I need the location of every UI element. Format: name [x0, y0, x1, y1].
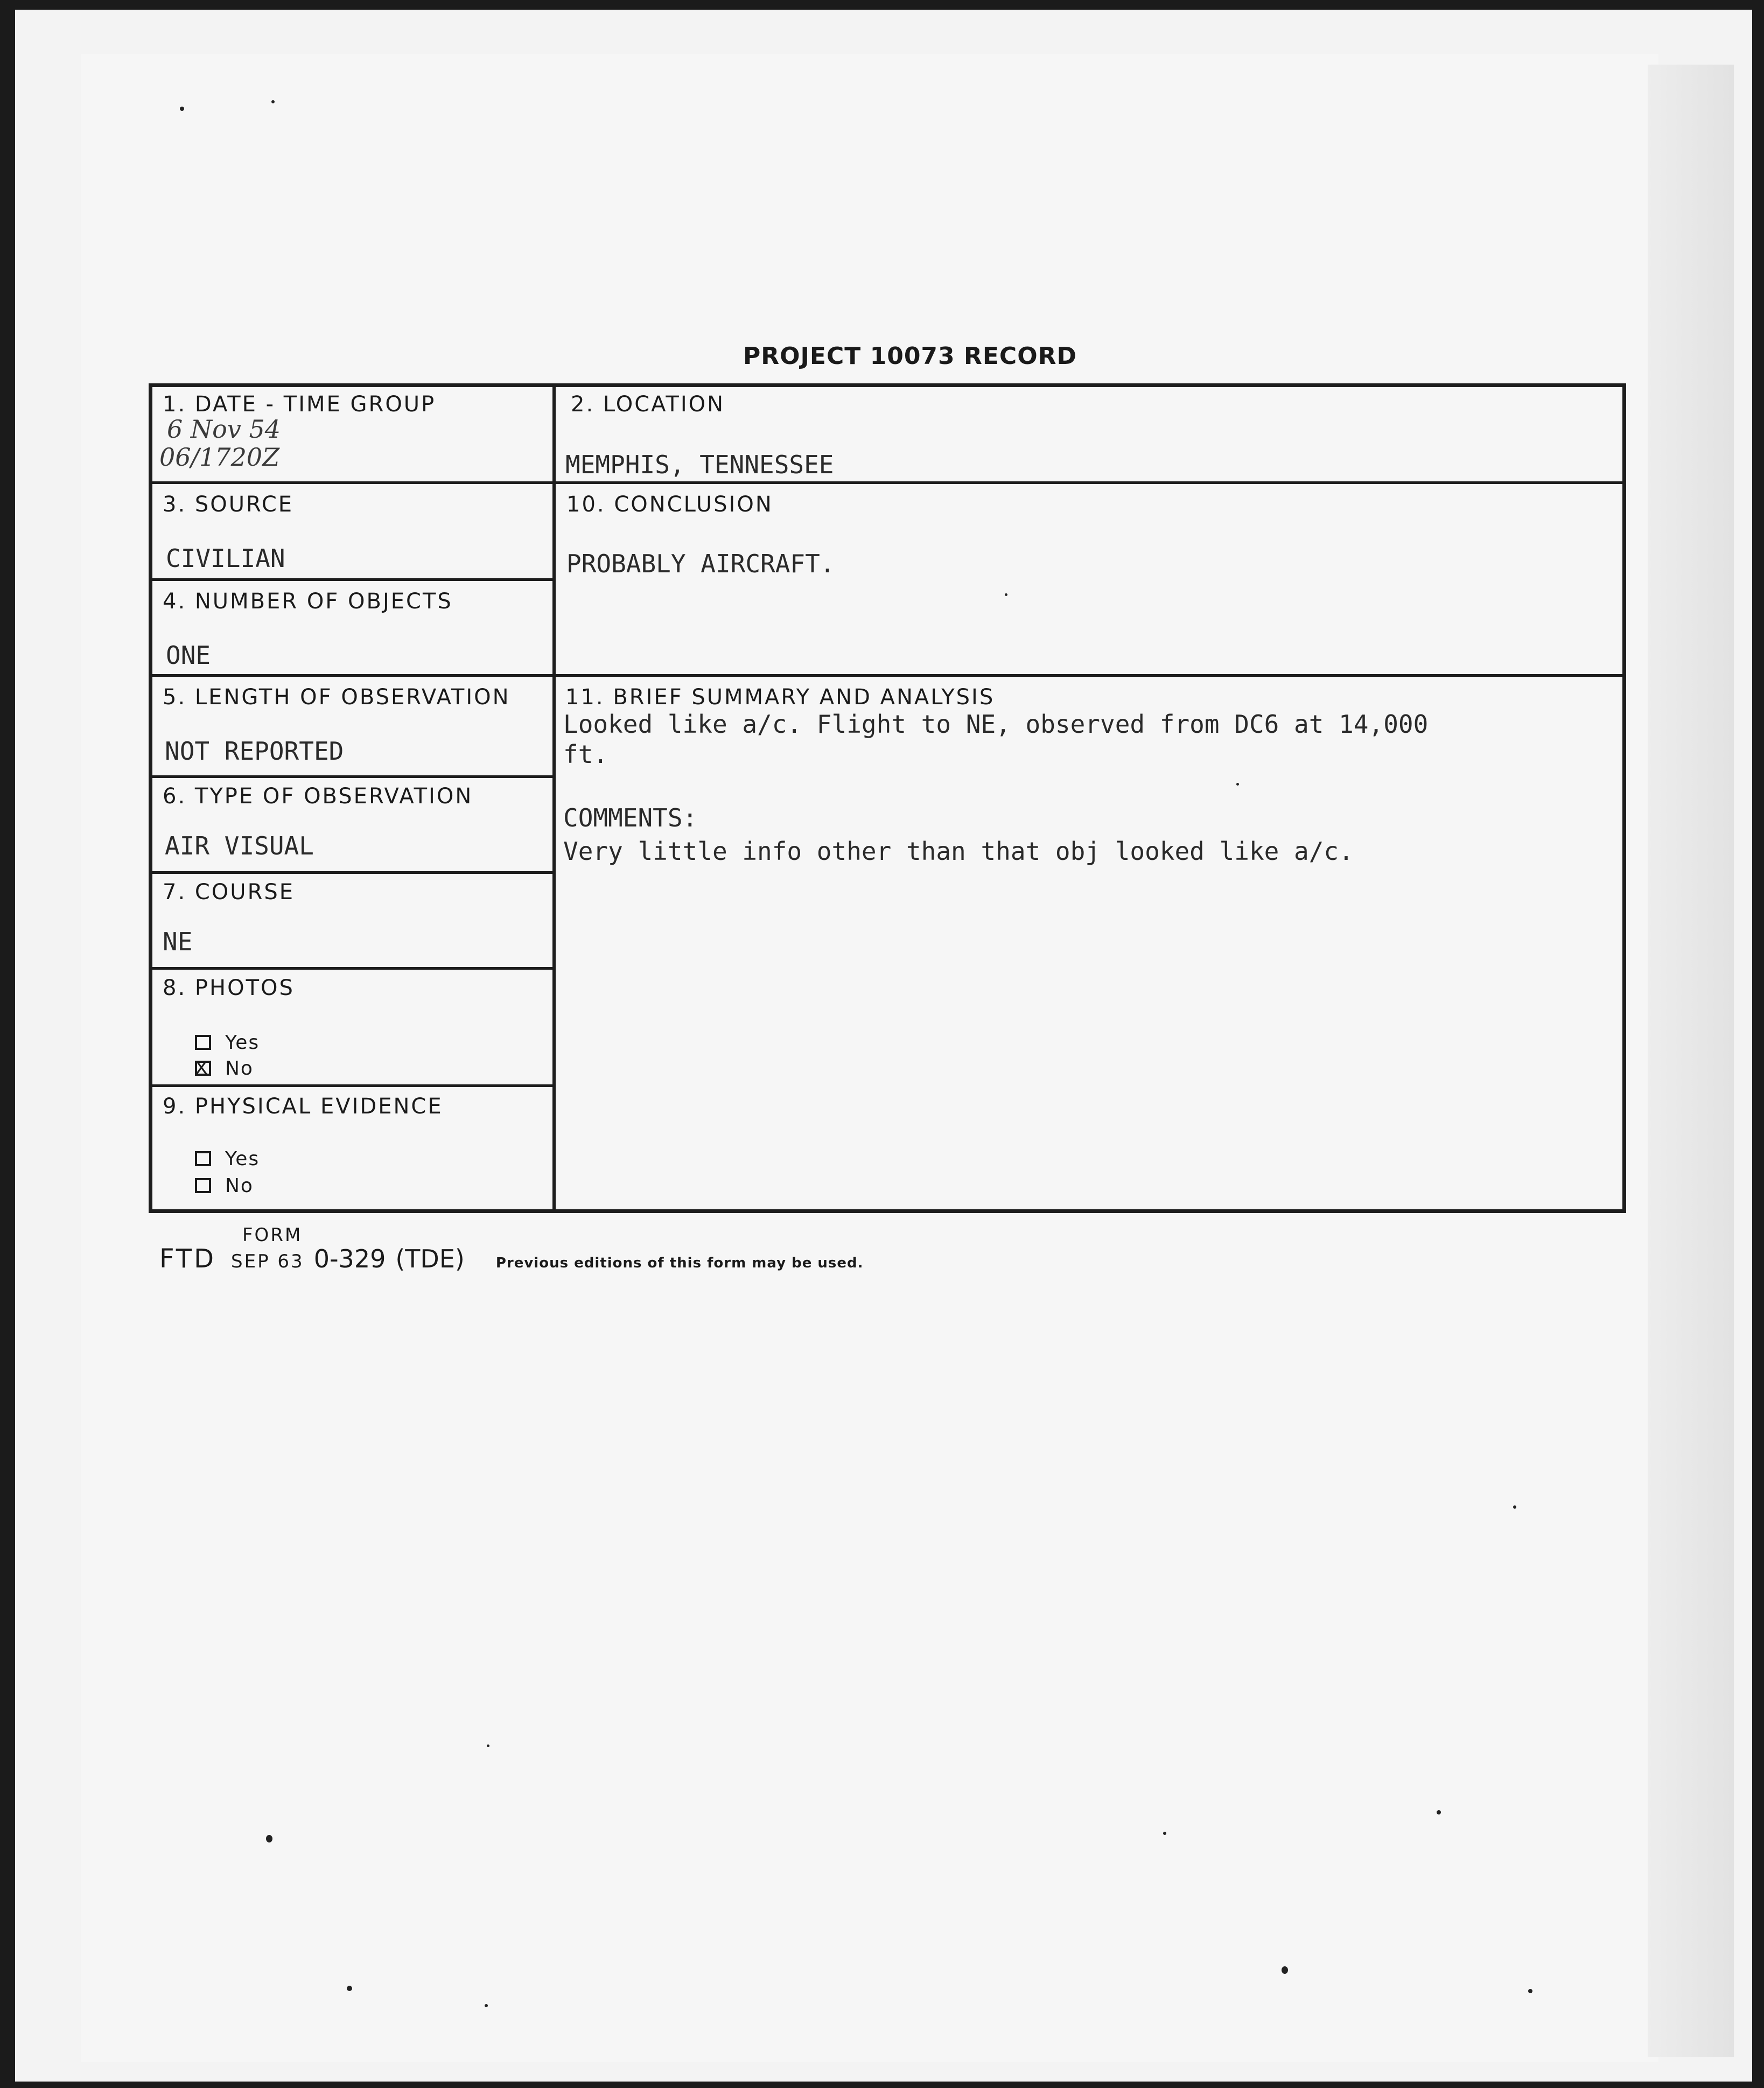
- number-of-objects-value: ONE: [166, 641, 211, 670]
- footer-date: SEP 63: [231, 1251, 304, 1272]
- conclusion-value: PROBABLY AIRCRAFT.: [566, 549, 835, 578]
- type-of-observation-value: AIR VISUAL: [165, 831, 314, 860]
- photos-yes-checkbox: [195, 1035, 211, 1050]
- dust-speck: [1528, 1989, 1532, 1993]
- summary-line-2: ft.: [563, 740, 608, 769]
- physical-evidence-yes-checkbox: [195, 1151, 211, 1166]
- dust-speck: [487, 1744, 489, 1747]
- length-of-observation-label: 5. LENGTH OF OBSERVATION: [163, 685, 510, 710]
- physical-evidence-yes-label: Yes: [225, 1148, 260, 1170]
- dust-speck: [1282, 1966, 1288, 1974]
- physical-evidence-no-option: [195, 1175, 254, 1197]
- row-divider: [149, 481, 1626, 484]
- footer-note: Previous editions of this form may be used.: [495, 1255, 864, 1271]
- location-value: MEMPHIS, TENNESSEE: [565, 450, 834, 479]
- dust-speck: [1437, 1810, 1441, 1814]
- row-divider: [149, 1084, 555, 1087]
- photos-no-option: [195, 1057, 254, 1080]
- date-time-label: 1. DATE - TIME GROUP: [163, 392, 436, 417]
- dust-speck: [485, 2004, 488, 2007]
- physical-evidence-yes-option: [195, 1148, 260, 1170]
- footer-office: (TDE): [395, 1244, 465, 1273]
- dust-speck: [1513, 1505, 1516, 1509]
- comments-label: COMMENTS:: [563, 803, 698, 832]
- course-value: NE: [163, 927, 193, 956]
- footer-form-word: FORM: [242, 1224, 303, 1246]
- footer-ftd: FTD: [159, 1244, 216, 1274]
- row-divider: [149, 775, 555, 778]
- photos-yes-label: Yes: [225, 1032, 260, 1054]
- row-divider: [149, 578, 555, 581]
- length-of-observation-value: NOT REPORTED: [165, 737, 344, 766]
- form-title: PROJECT 10073 RECORD: [743, 342, 1077, 370]
- footer-form-number: 0-329: [313, 1244, 386, 1273]
- footer-form-id: [159, 1244, 864, 1274]
- course-label: 7. COURSE: [163, 880, 295, 905]
- physical-evidence-no-checkbox: [195, 1178, 211, 1193]
- photos-label: 8. PHOTOS: [163, 976, 295, 1000]
- summary-label: 11. BRIEF SUMMARY AND ANALYSIS: [565, 685, 995, 710]
- physical-evidence-no-label: No: [225, 1175, 254, 1197]
- paper-right-shade: [1648, 65, 1734, 2057]
- comments-text: Very little info other than that obj looked like a/c.: [563, 837, 1354, 866]
- row-divider: [149, 967, 555, 970]
- source-value: CIVILIAN: [166, 544, 285, 573]
- conclusion-label: 10. CONCLUSION: [566, 492, 773, 517]
- column-divider: [552, 383, 556, 1213]
- dust-speck: [1163, 1832, 1166, 1835]
- source-label: 3. SOURCE: [163, 492, 294, 517]
- date-value: 6 Nov 54: [167, 415, 281, 444]
- row-divider: [149, 871, 555, 874]
- row-divider: [149, 674, 1626, 677]
- dust-speck: [271, 100, 275, 103]
- physical-evidence-label: 9. PHYSICAL EVIDENCE: [163, 1094, 443, 1119]
- photos-no-label: No: [225, 1057, 254, 1080]
- dust-speck: [266, 1835, 272, 1842]
- photos-yes-option: [195, 1032, 260, 1054]
- dust-speck: [347, 1986, 352, 1991]
- photos-no-checkbox: [195, 1061, 211, 1076]
- type-of-observation-label: 6. TYPE OF OBSERVATION: [163, 784, 473, 809]
- time-group-value: 06/1720Z: [159, 443, 280, 472]
- number-of-objects-label: 4. NUMBER OF OBJECTS: [163, 589, 453, 614]
- dust-speck: [180, 107, 184, 111]
- location-label: 2. LOCATION: [571, 392, 725, 417]
- summary-line-1: Looked like a/c. Flight to NE, observed from DC6 at 14,000: [563, 710, 1429, 739]
